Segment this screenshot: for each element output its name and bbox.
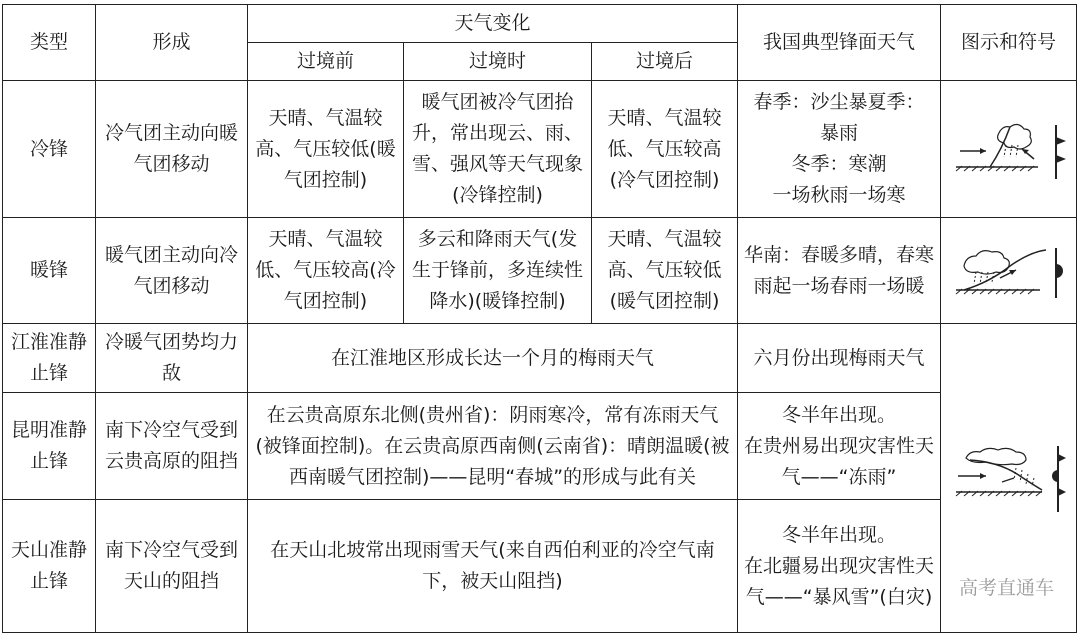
cold-front-diagram-cell [941, 81, 1077, 218]
formation-cell: 南下冷空气受到云贵高原的阻挡 [96, 393, 248, 500]
after-cell: 天晴、气温较高、气压较低(暖气团控制) [592, 218, 738, 324]
typical-cell [738, 81, 941, 218]
weather-cell: 在天山北坡常出现雨雪天气(来自西伯利亚的冷空气南下，被天山阻挡) [248, 500, 738, 633]
typical-line: 在北疆易出现灾害性天气——“暴风雪”(白灾) [744, 554, 935, 608]
warm-front-diagram-cell [941, 218, 1077, 324]
typical-line: 冬半年出现。 [781, 523, 896, 546]
type-cell: 冷锋 [3, 81, 96, 218]
type-cell: 昆明准静止锋 [3, 393, 96, 500]
table-row [3, 393, 1077, 500]
formation-cell: 暖气团主动向冷气团移动 [96, 218, 248, 324]
typical-cell: 六月份出现梅雨天气 [738, 324, 941, 393]
header-formation: 形成 [96, 5, 248, 81]
type-cell: 江淮准静止锋 [3, 324, 96, 393]
typical-cell: 华南：春暖多晴，春寒雨起一场春雨一场暖 [738, 218, 941, 324]
stationary-front-diagram [950, 438, 1068, 518]
typical-line: 春季：沙尘暴夏季： [753, 91, 925, 113]
typical-line: 冬季：寒潮 [791, 153, 887, 175]
warm-front-diagram [950, 236, 1068, 306]
typical-line: 暴雨 [819, 122, 858, 144]
weather-cell: 在云贵高原东北侧(贵州省)：阴雨寒冷，常有冻雨天气(被锋面控制)。在云贵高原西南侧(云南省)：晴朗温暖(被西南暖气团控制)——昆明“春城”的形成与此有关 [248, 393, 738, 500]
weather-cell: 在江淮地区形成长达一个月的梅雨天气 [248, 324, 738, 393]
header-before: 过境前 [248, 43, 404, 81]
watermark: 高考直通车 [958, 577, 1054, 599]
before-cell: 天晴、气温较高、气压较低(暖气团控制) [248, 81, 404, 218]
header-row [3, 5, 1077, 43]
cold-front-diagram [950, 109, 1068, 189]
table-row [3, 81, 1077, 218]
front-weather-table [2, 4, 1077, 633]
header-type: 类型 [3, 5, 96, 81]
typical-cell [738, 500, 941, 633]
header-after: 过境后 [592, 43, 738, 81]
table-row [3, 500, 1077, 633]
table-row [3, 218, 1077, 324]
table-row [3, 324, 1077, 393]
before-cell: 天晴、气温较低、气压较高(冷气团控制) [248, 218, 404, 324]
during-cell: 多云和降雨天气(发生于锋前，多连续性降水)(暖锋控制) [404, 218, 592, 324]
header-typical: 我国典型锋面天气 [738, 5, 941, 81]
typical-line: 一场秋雨一场寒 [772, 184, 906, 206]
header-symbol: 图示和符号 [941, 5, 1077, 81]
type-cell: 暖锋 [3, 218, 96, 324]
header-weather-change: 天气变化 [248, 5, 738, 43]
type-cell: 天山准静止锋 [3, 500, 96, 633]
after-cell: 天晴、气温较低、气压较高(冷气团控制) [592, 81, 738, 218]
formation-cell: 南下冷空气受到天山的阻挡 [96, 500, 248, 633]
typical-cell [738, 393, 941, 500]
formation-cell: 冷气团主动向暖气团移动 [96, 81, 248, 218]
typical-line: 冬半年出现。 [781, 403, 896, 426]
during-cell: 暖气团被冷气团抬升，常出现云、雨、雪、强风等天气现象(冷锋控制) [404, 81, 592, 218]
formation-cell: 冷暖气团势均力敌 [96, 324, 248, 393]
header-during: 过境时 [404, 43, 592, 81]
typical-line: 在贵州易出现灾害性天气——“冻雨” [744, 434, 935, 488]
